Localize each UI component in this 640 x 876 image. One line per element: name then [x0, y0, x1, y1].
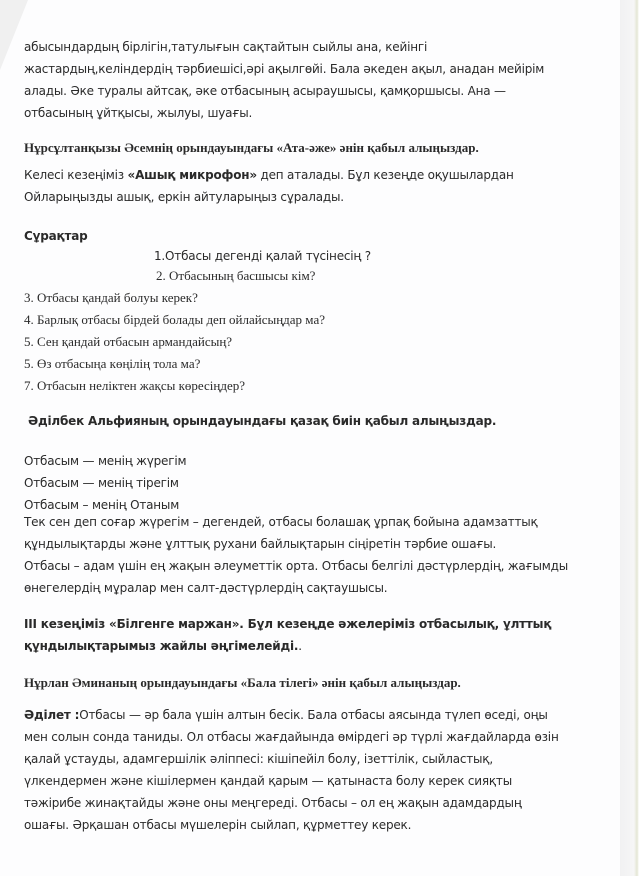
text-line: абысындардың бірлігін,татулығын сақтайтын сыйлы ана, кейінгі [24, 40, 428, 54]
text-line [24, 635, 604, 657]
text-line: Ойларыңызды ашық, еркін айтуларыңыз сұралады. [24, 190, 344, 204]
text-line [24, 704, 604, 726]
text-line: Тек сен деп соғар жүрегім – дегендей, отбасы болашақ ұрпақ бойына адамзаттық [24, 515, 538, 529]
question-item: 2. Отбасының басшысы кім? [156, 268, 316, 283]
text-line: жастардың,келіндердің тәрбиешісі,әрі ақылгөйі. Бала әкеден ақыл, анадан мейірім [24, 62, 545, 76]
text-line [24, 164, 604, 186]
stage-suffix: деп аталады. Бұл кезеңде оқушылардан [256, 168, 514, 182]
text-line: мен солын сонда таниды. Ол отбасы жағдайында өмірдегі әр түрлі жағдайларда өзін [24, 730, 559, 744]
text-line: ІІІ кезеңіміз «Білгенге маржан». Бұл кезеңде әжелеріміз отбасылық, ұлттық [24, 617, 552, 631]
question-item: 5. Өз отбасыңа көңілің тола ма? [24, 356, 201, 371]
stage-title: «Ашық микрофон» [127, 168, 257, 182]
family-paragraph [24, 511, 604, 599]
stage-three-line2: құндылықтарымыз жайлы әңгімелейді. [24, 639, 299, 653]
scan-edge-strip [620, 0, 640, 876]
poem-line: Отбасым — менің жүрегім [24, 454, 187, 468]
stage-prefix: Келесі кезеңіміз [24, 168, 128, 182]
question-item: 3. Отбасы қандай болуы керек? [24, 290, 198, 305]
text-line: Отбасы – адам үшін ең жақын әлеуметтік орта. Отбасы белгілі дәстүрлердің, жағымды [24, 559, 568, 573]
question-item: 1.Отбасы дегенді қалай түсінесің ? [154, 249, 371, 263]
song-announcement-bala-tilegi: Нұрлан Әминаның орындауындағы «Бала тілегі» әнін қабыл алыңыздар. [24, 675, 461, 690]
text-line: алады. Әке туралы айтсақ, әке отбасының асыраушысы, қамқоршысы. Ана — [24, 84, 506, 98]
stage-three [24, 613, 604, 657]
song-announcement-ata-aje: Нұрсұлтанқызы Әсемнің орындауындағы «Ата-әже» әнін қабыл алыңыздар. [24, 140, 479, 155]
questions-list [24, 287, 604, 397]
trailing-dot: . [298, 639, 302, 653]
question-item: 5. Сен қандай отбасын армандайсың? [24, 334, 233, 349]
speaker-name: Әділет : [24, 708, 80, 722]
poem [24, 450, 604, 516]
intro-paragraph [24, 36, 604, 124]
text-line: ошағы. Әрқашан отбасы мүшелерін сыйлап, құрметтеу керек. [24, 818, 412, 832]
poem-line: Отбасым – менің Отаным [24, 498, 180, 512]
line-text: Отбасы — әр бала үшін алтын бесік. Бала отбасы аясында түлеп өседі, оңы [79, 708, 548, 722]
stage-open-microphone [24, 164, 604, 208]
dance-announcement: Әділбек Альфияның орындауындағы қазақ биін қабыл алыңыздар. [28, 414, 497, 428]
adilet-paragraph [24, 704, 604, 836]
question-item: 7. Отбасын неліктен жақсы көресіңдер? [24, 378, 246, 393]
question-item: 4. Барлық отбасы бірдей болады деп ойлайсыңдар ма? [24, 312, 325, 327]
text-line: отбасының ұйтқысы, жылуы, шуағы. [24, 106, 253, 120]
text-line: құндылықтарды және ұлттық рухани байлықтарын сіңіретін тәрбие ошағы. [24, 537, 497, 551]
text-line: өнегелердің мұралар мен салт-дәстүрлердің сақтаушысы. [24, 581, 388, 595]
questions-heading: Сұрақтар [24, 229, 88, 243]
text-line: тәжірибе жинақтайды және оны меңгереді. Отбасы – ол ең жақын адамдардың [24, 796, 522, 810]
text-line: қалай ұстауды, адамгершілік әліппесі: кішіпейіл болу, ізеттілік, сыйластық, [24, 752, 493, 766]
poem-line: Отбасым — менің тірегім [24, 476, 179, 490]
text-line: үлкендермен және кішілермен қандай қарым — қатынаста болу керек сияқты [24, 774, 512, 788]
